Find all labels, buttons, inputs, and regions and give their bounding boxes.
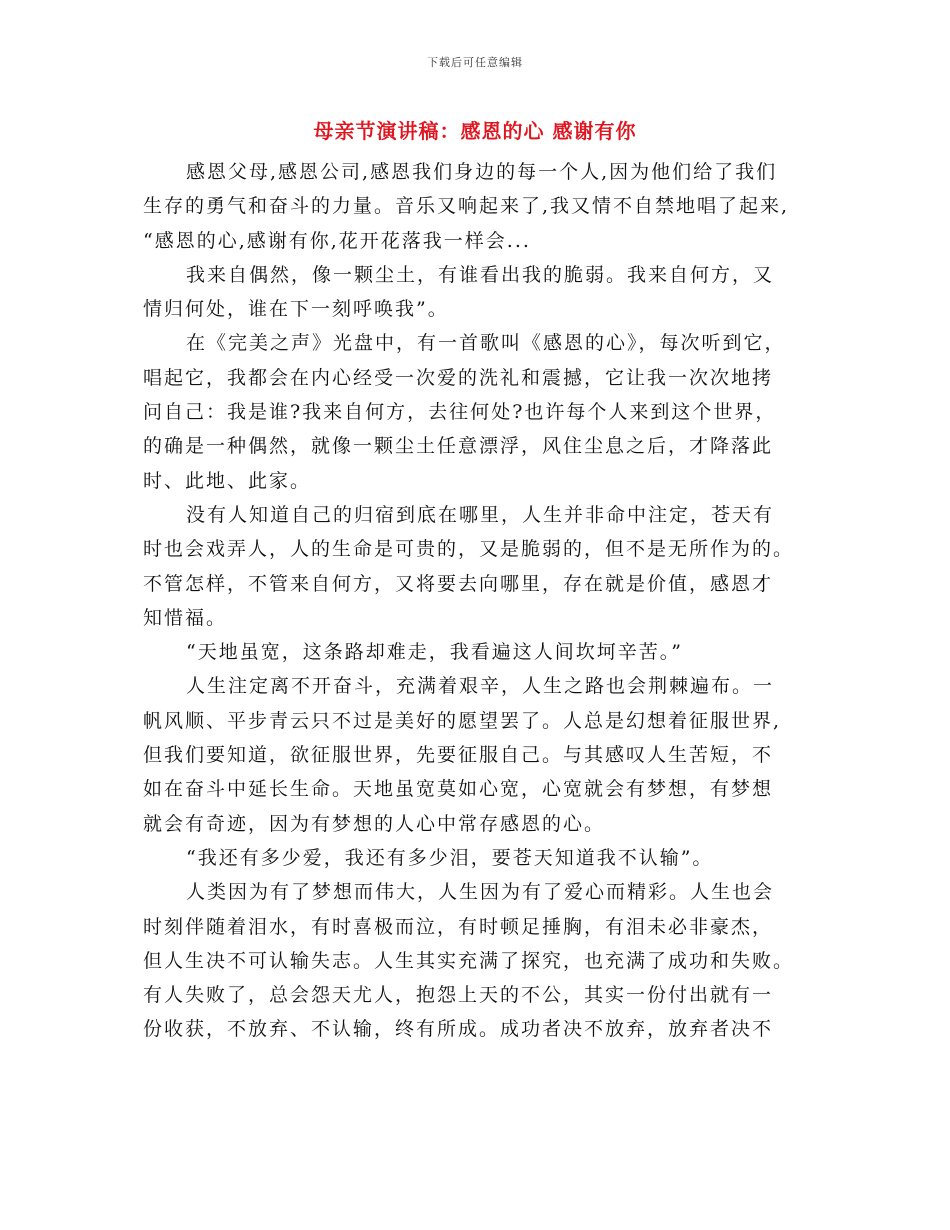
text-line: 就会有奇迹，因为有梦想的人心中常存感恩的心。 — [143, 812, 606, 835]
text-line: 感恩父母,感恩公司,感恩我们身边的每一个人,因为他们给了我们 — [186, 161, 778, 183]
text-line: 知惜福。 — [143, 606, 228, 629]
text-line: “感恩的心,感谢有你,花开花落我一样会... — [143, 229, 531, 252]
text-line: 时刻伴随着泪水，有时喜极而泣，有时顿足捶胸，有泪未必非豪杰， — [143, 915, 774, 938]
text-line: 的确是一种偶然，就像一颗尘土任意漂浮，风住尘息之后，才降落此 — [143, 435, 774, 458]
text-line: 情归何处，谁在下一刻呼唤我”。 — [143, 298, 449, 321]
text-line: 如在奋斗中延长生命。天地虽宽莫如心宽，心宽就会有梦想，有梦想 — [143, 778, 774, 801]
text-line: 没有人知道自己的归宿到底在哪里，人生并非命中注定，苍天有 — [186, 503, 775, 526]
text-line: 份收获，不放弃、不认输，终有所成。成功者决不放弃，放弃者决不 — [143, 1018, 774, 1041]
text-line: 但我们要知道，欲征服世界，先要征服自己。与其感叹人生苦短，不 — [143, 744, 774, 767]
text-line: 在《完美之声》光盘中，有一首歌叫《感恩的心》，每次听到它， — [186, 332, 786, 355]
text-line: 问自己：我是谁?我来自何方，去往何处?也许每个人来到这个世界， — [143, 401, 777, 424]
text-line: 唱起它，我都会在内心经受一次爱的洗礼和震撼，它让我一次次地拷 — [143, 366, 774, 389]
text-line: 我来自偶然，像一颗尘土，有谁看出我的脆弱。我来自何方，又 — [186, 263, 775, 286]
page-header-note: 下载后可任意编辑 — [427, 56, 523, 69]
text-line: 时也会戏弄人，人的生命是可贵的，又是脆弱的，但不是无所作为的。 — [143, 538, 795, 561]
text-line: 人生注定离不开奋斗，充满着艰辛，人生之路也会荆棘遍布。一 — [186, 675, 775, 698]
text-line: 但人生决不可认输失志。人生其实充满了探究，也充满了成功和失败。 — [143, 949, 795, 972]
text-line: 人类因为有了梦想而伟大，人生因为有了爱心而精彩。人生也会 — [186, 881, 775, 904]
text-line: 不管怎样，不管来自何方，又将要去向哪里，存在就是价值，感恩才 — [143, 572, 774, 595]
text-line: “我还有多少爱，我还有多少泪，要苍天知道我不认输”。 — [186, 846, 714, 869]
document-body — [143, 155, 803, 1047]
text-line: “天地虽宽，这条路却难走，我看遍这人间坎坷辛苦。” — [186, 641, 683, 664]
text-line: 有人失败了，总会怨天尤人，抱怨上天的不公，其实一份付出就有一 — [143, 984, 774, 1007]
text-line: 帆风顺、平步青云只不过是美好的愿望罢了。人总是幻想着征服世界, — [143, 709, 782, 732]
text-line: 生存的勇气和奋斗的力量。音乐又响起来了,我又情不自禁地唱了起来, — [143, 195, 790, 218]
text-line: 时、此地、此家。 — [143, 469, 312, 492]
document-title: 母亲节演讲稿：感恩的心 感谢有你 — [313, 119, 637, 143]
